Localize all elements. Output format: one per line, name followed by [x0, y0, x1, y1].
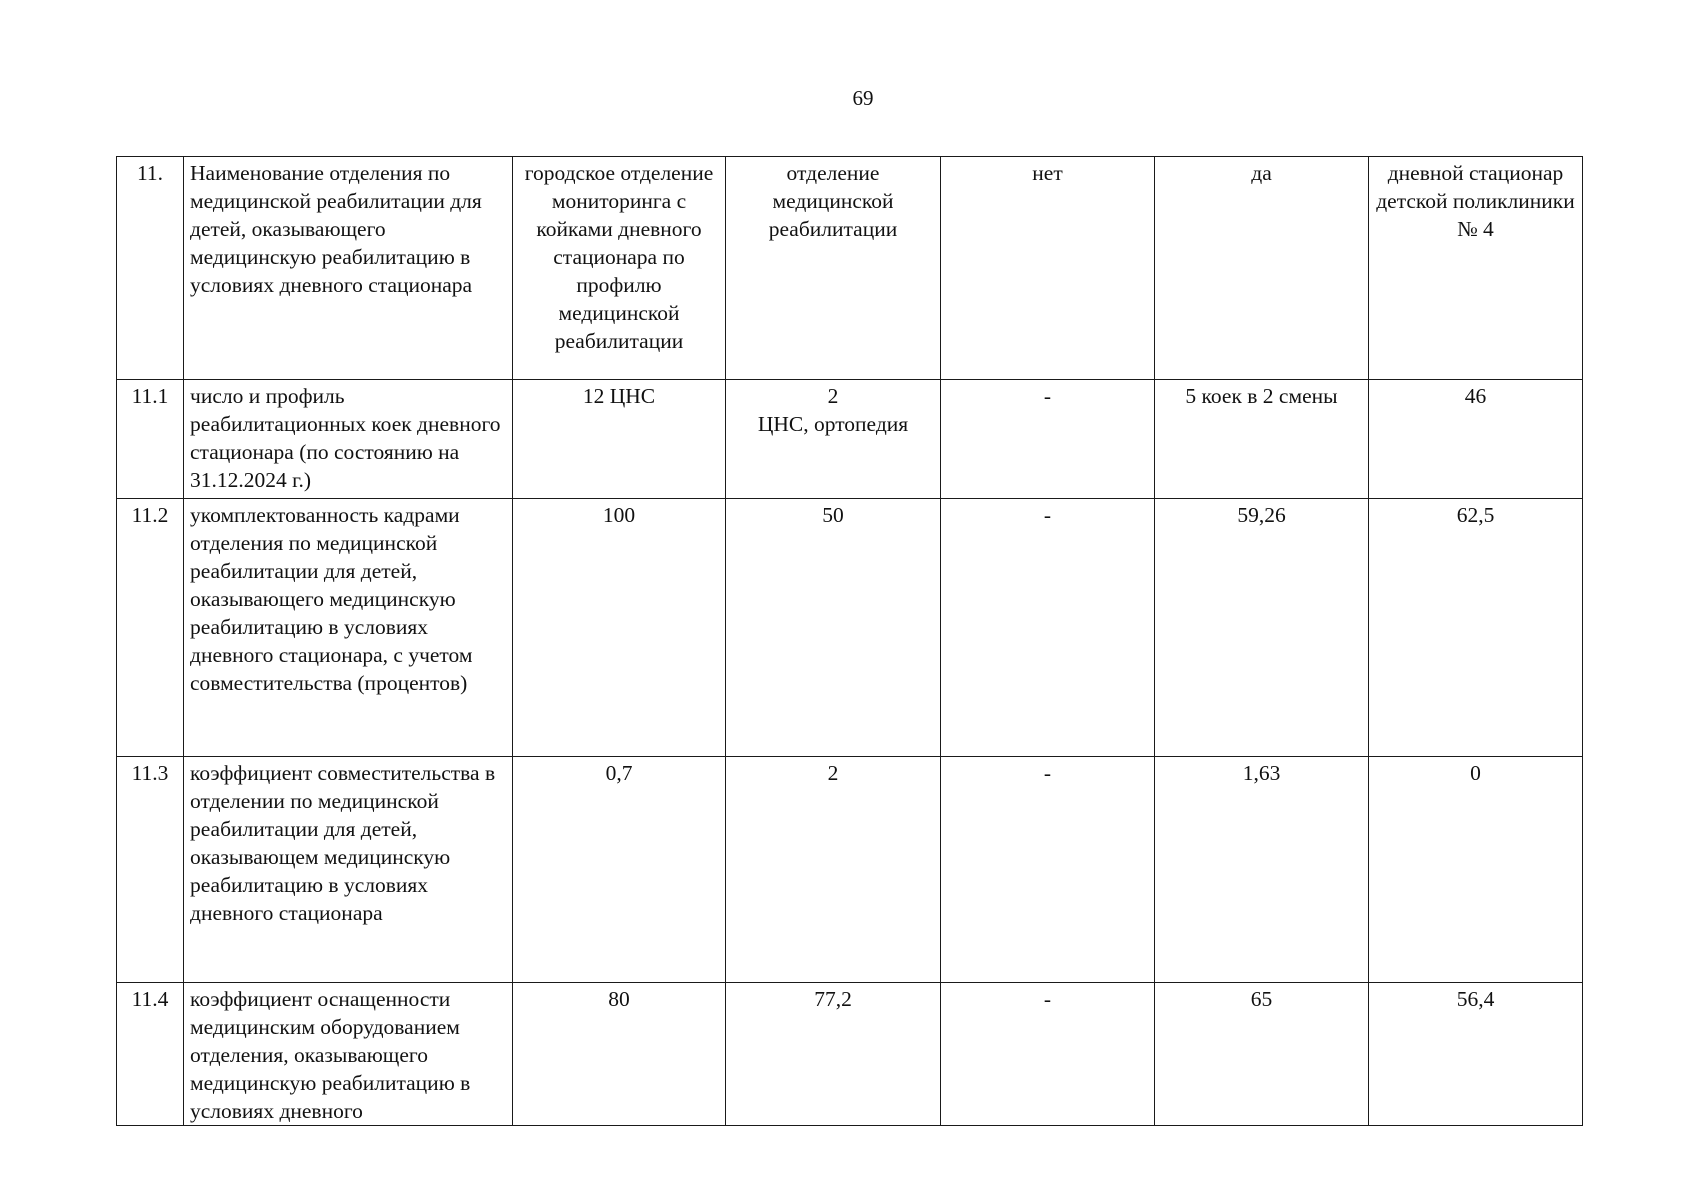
table-cell: 2 ЦНС, ортопедия: [726, 380, 941, 499]
row-name: укомплектованность кадрами отделения по медицинской реабилитации для детей, оказывающего медицинскую реабилитацию в условиях дневного стационара, с учетом совместительства (процентов): [184, 499, 513, 757]
table-cell: 77,2: [726, 983, 941, 1126]
row-name: число и профиль реабилитационных коек дневного стационара (по состоянию на 31.12.2024 г.): [184, 380, 513, 499]
table-cell: -: [941, 499, 1155, 757]
page-number: 69: [852, 86, 874, 110]
table-cell: -: [941, 757, 1155, 983]
row-name: коэффициент совместительства в отделении по медицинской реабилитации для детей, оказывающем медицинскую реабилитацию в условиях дневного стационара: [184, 757, 513, 983]
table-cell: нет: [941, 157, 1155, 380]
table-cell: 46: [1369, 380, 1583, 499]
table-row: [117, 757, 1583, 983]
table-cell: 62,5: [1369, 499, 1583, 757]
table-cell: 59,26: [1155, 499, 1369, 757]
table-cell: 1,63: [1155, 757, 1369, 983]
table-row: [117, 380, 1583, 499]
table-cell: да: [1155, 157, 1369, 380]
table-cell: 80: [513, 983, 726, 1126]
table-cell: 5 коек в 2 смены: [1155, 380, 1369, 499]
table-cell: 56,4: [1369, 983, 1583, 1126]
table-cell: 2: [726, 757, 941, 983]
row-number: 11.3: [117, 757, 184, 983]
table-cell: 0: [1369, 757, 1583, 983]
table-cell: 12 ЦНС: [513, 380, 726, 499]
row-number: 11.2: [117, 499, 184, 757]
table-cell: 0,7: [513, 757, 726, 983]
data-table: [116, 156, 1583, 1126]
table-cell: 100: [513, 499, 726, 757]
row-name: коэффициент оснащенности медицинским оборудованием отделения, оказывающего медицинскую реабилитацию в условиях дневного: [184, 983, 513, 1126]
row-name: Наименование отделения по медицинской реабилитации для детей, оказывающего медицинскую реабилитацию в условиях дневного стационара: [184, 157, 513, 380]
table-row: [117, 983, 1583, 1126]
row-number: 11.: [117, 157, 184, 380]
table-cell: -: [941, 380, 1155, 499]
table-cell: отделение медицинской реабилитации: [726, 157, 941, 380]
row-number: 11.1: [117, 380, 184, 499]
table-cell: городское отделение мониторинга с койками дневного стационара по профилю медицинской реабилитации: [513, 157, 726, 380]
table-row: [117, 499, 1583, 757]
table-cell: 50: [726, 499, 941, 757]
table-cell: дневной стационар детской поликлиники № 4: [1369, 157, 1583, 380]
row-number: 11.4: [117, 983, 184, 1126]
table-cell: 65: [1155, 983, 1369, 1126]
table-cell: -: [941, 983, 1155, 1126]
table-row: [117, 157, 1583, 380]
